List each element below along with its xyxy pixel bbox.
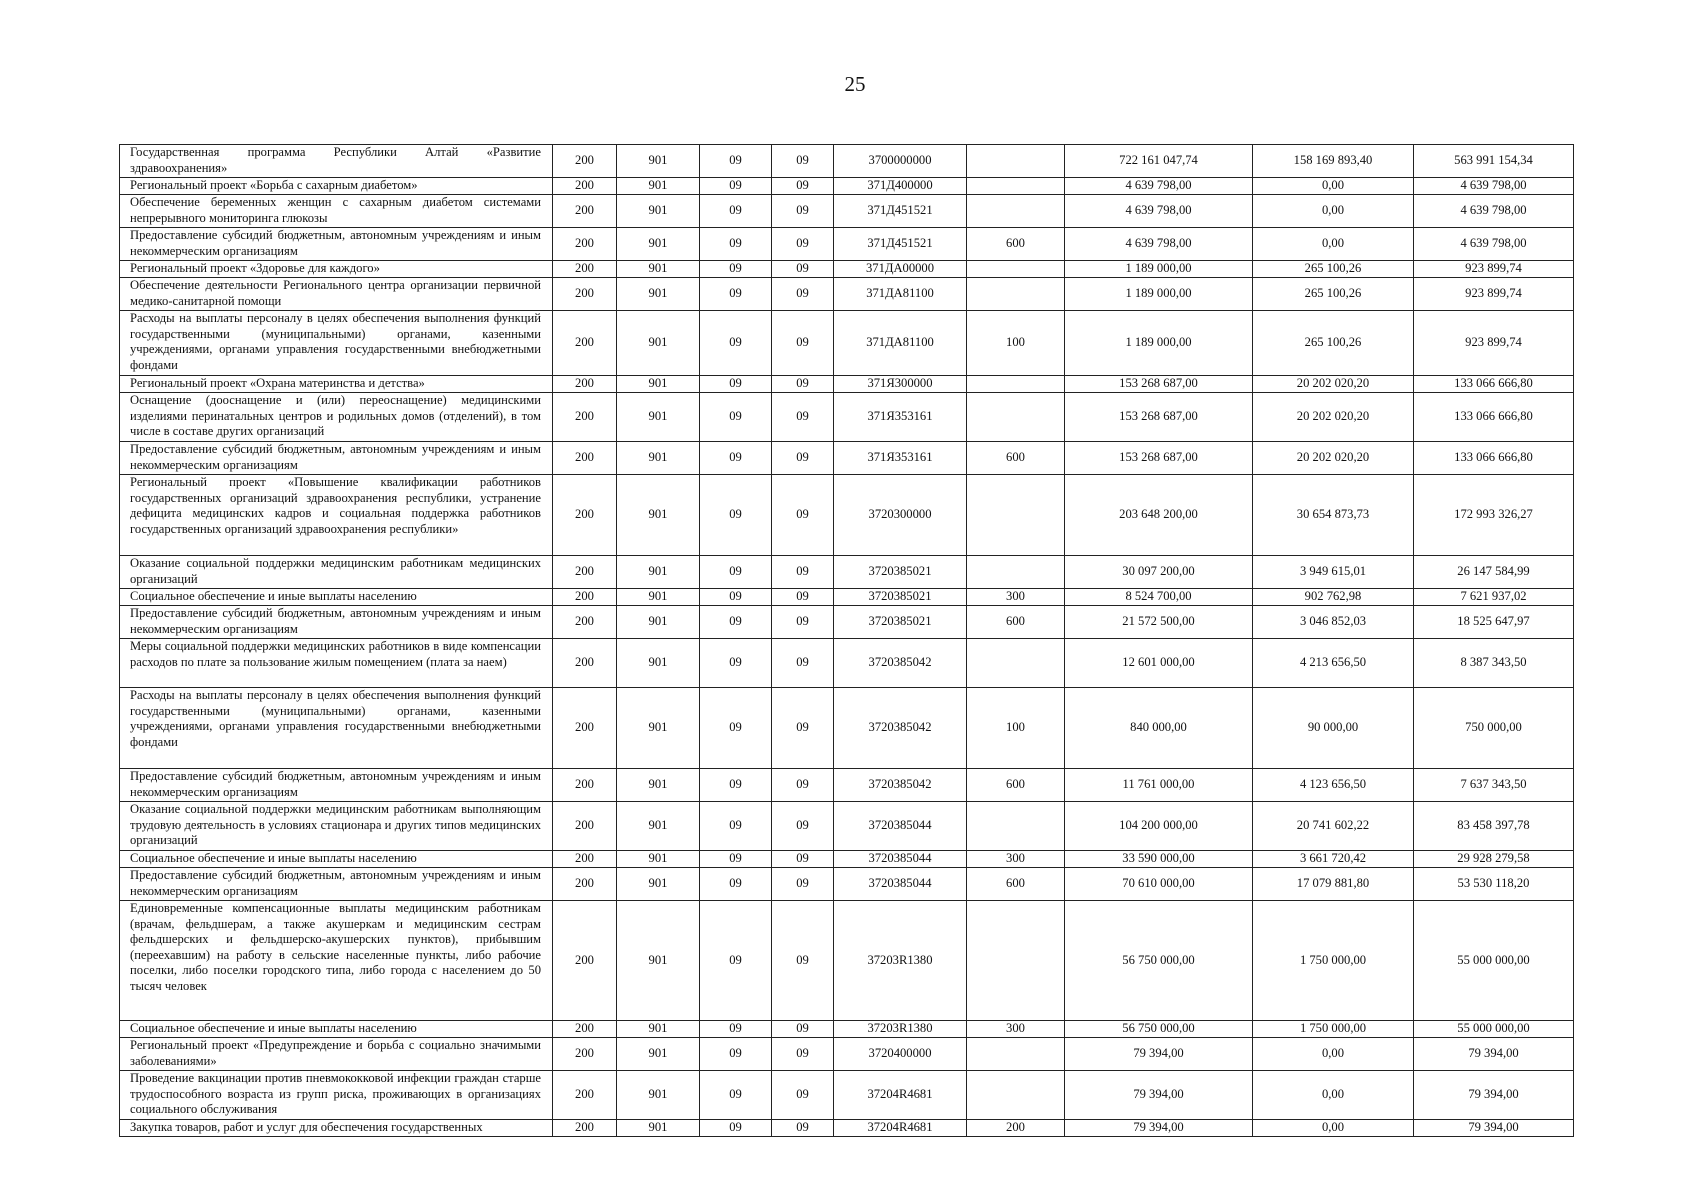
table-cell-subsection: 09 — [772, 606, 834, 639]
table-cell-expense-type: 300 — [967, 851, 1065, 868]
table-cell-amount-plan: 153 268 687,00 — [1065, 442, 1253, 475]
page-number: 25 — [844, 72, 866, 96]
table-cell-ministry-code: 200 — [553, 228, 617, 261]
table-cell-ministry-code: 200 — [553, 556, 617, 589]
table-cell-subsection: 09 — [772, 311, 834, 376]
table-cell-grbs-code: 901 — [617, 688, 700, 769]
table-cell-amount-executed: 4 213 656,50 — [1253, 639, 1414, 688]
table-cell-section: 09 — [700, 261, 772, 278]
table-cell-grbs-code: 901 — [617, 901, 700, 1021]
table-cell-target-article: 371ДА00000 — [834, 261, 967, 278]
table-cell-amount-plan: 4 639 798,00 — [1065, 195, 1253, 228]
table-cell-name: Социальное обеспечение и иные выплаты населению — [120, 589, 553, 606]
table-cell-ministry-code: 200 — [553, 1021, 617, 1038]
table-cell-target-article: 37204R4681 — [834, 1120, 967, 1137]
table-cell-amount-plan: 4 639 798,00 — [1065, 228, 1253, 261]
table-cell-amount-plan: 21 572 500,00 — [1065, 606, 1253, 639]
table-cell-target-article: 3720300000 — [834, 475, 967, 556]
table-cell-subsection: 09 — [772, 589, 834, 606]
table-cell-ministry-code: 200 — [553, 1038, 617, 1071]
table-cell-amount-executed: 30 654 873,73 — [1253, 475, 1414, 556]
table-cell-name: Предоставление субсидий бюджетным, автономным учреждениям и иным некоммерческим организациям — [120, 769, 553, 802]
table-cell-ministry-code: 200 — [553, 589, 617, 606]
table-cell-amount-executed: 3 661 720,42 — [1253, 851, 1414, 868]
table-cell-name: Расходы на выплаты персоналу в целях обеспечения выполнения функций государственными (муниципальными) органами, казенными учреждениями, органами управления государственными внебюджетными фондами — [120, 688, 553, 769]
table-cell-grbs-code: 901 — [617, 556, 700, 589]
table-cell-grbs-code: 901 — [617, 178, 700, 195]
table-cell-expense-type: 600 — [967, 606, 1065, 639]
table-cell-amount-plan: 11 761 000,00 — [1065, 769, 1253, 802]
table-cell-ministry-code: 200 — [553, 851, 617, 868]
table-cell-amount-plan: 104 200 000,00 — [1065, 802, 1253, 851]
table-row — [120, 376, 1574, 393]
table-cell-section: 09 — [700, 228, 772, 261]
table-cell-expense-type: 100 — [967, 688, 1065, 769]
table-cell-target-article: 37204R4681 — [834, 1071, 967, 1120]
table-cell-target-article: 3720385021 — [834, 589, 967, 606]
table-cell-amount-remaining: 29 928 279,58 — [1414, 851, 1574, 868]
table-cell-name: Оказание социальной поддержки медицинским работникам выполняющим трудовую деятельность в условиях стационара и других типов медицинских организаций — [120, 802, 553, 851]
table-cell-subsection: 09 — [772, 228, 834, 261]
table-cell-target-article: 3720400000 — [834, 1038, 967, 1071]
table-cell-section: 09 — [700, 688, 772, 769]
table-cell-grbs-code: 901 — [617, 145, 700, 178]
table-cell-name: Единовременные компенсационные выплаты медицинским работникам (врачам, фельдшерам, а также акушеркам и медицинским сестрам фельдшерских и фельдшерско-акушерских пунктов), прибывшим (переехавшим) на работу в сельские населенные пункты, либо рабочие поселки, либо поселки городского типа, либо города с населением до 50 тысяч человек — [120, 901, 553, 1021]
table-cell-expense-type — [967, 261, 1065, 278]
table-cell-amount-executed: 902 762,98 — [1253, 589, 1414, 606]
table-cell-amount-remaining: 79 394,00 — [1414, 1120, 1574, 1137]
table-cell-ministry-code: 200 — [553, 1120, 617, 1137]
table-cell-amount-remaining: 923 899,74 — [1414, 311, 1574, 376]
table-cell-grbs-code: 901 — [617, 376, 700, 393]
table-cell-amount-executed: 20 202 020,20 — [1253, 376, 1414, 393]
table-cell-section: 09 — [700, 393, 772, 442]
table-cell-name: Закупка товаров, работ и услуг для обеспечения государственных — [120, 1120, 553, 1137]
table-row — [120, 688, 1574, 769]
table-cell-section: 09 — [700, 278, 772, 311]
table-cell-target-article: 3720385044 — [834, 868, 967, 901]
table-cell-amount-executed: 1 750 000,00 — [1253, 901, 1414, 1021]
table-cell-amount-executed: 0,00 — [1253, 1038, 1414, 1071]
table-cell-target-article: 3720385021 — [834, 606, 967, 639]
table-cell-section: 09 — [700, 178, 772, 195]
table-cell-target-article: 371Д451521 — [834, 228, 967, 261]
table-cell-subsection: 09 — [772, 868, 834, 901]
table-cell-name: Предоставление субсидий бюджетным, автономным учреждениям и иным некоммерческим организациям — [120, 868, 553, 901]
table-cell-amount-executed: 0,00 — [1253, 228, 1414, 261]
table-cell-amount-remaining: 83 458 397,78 — [1414, 802, 1574, 851]
table-cell-grbs-code: 901 — [617, 393, 700, 442]
table-row — [120, 606, 1574, 639]
table-cell-amount-plan: 79 394,00 — [1065, 1038, 1253, 1071]
table-cell-name: Оснащение (дооснащение и (или) переоснащение) медицинскими изделиями перинатальных центров и родильных домов (отделений), в том числе в составе других организаций — [120, 393, 553, 442]
table-cell-name: Предоставление субсидий бюджетным, автономным учреждениям и иным некоммерческим организациям — [120, 442, 553, 475]
table-cell-amount-plan: 722 161 047,74 — [1065, 145, 1253, 178]
table-cell-expense-type — [967, 178, 1065, 195]
table-cell-section: 09 — [700, 1021, 772, 1038]
table-cell-grbs-code: 901 — [617, 851, 700, 868]
table-cell-ministry-code: 200 — [553, 1071, 617, 1120]
table-cell-section: 09 — [700, 1071, 772, 1120]
table-cell-ministry-code: 200 — [553, 442, 617, 475]
table-cell-section: 09 — [700, 195, 772, 228]
table-cell-expense-type — [967, 901, 1065, 1021]
table-cell-target-article: 371Д400000 — [834, 178, 967, 195]
budget-table-body — [120, 145, 1574, 1137]
table-cell-amount-executed: 0,00 — [1253, 1120, 1414, 1137]
table-row — [120, 475, 1574, 556]
table-cell-expense-type — [967, 639, 1065, 688]
table-cell-section: 09 — [700, 376, 772, 393]
table-cell-section: 09 — [700, 802, 772, 851]
table-cell-grbs-code: 901 — [617, 769, 700, 802]
table-cell-section: 09 — [700, 1038, 772, 1071]
table-cell-expense-type: 300 — [967, 589, 1065, 606]
table-cell-subsection: 09 — [772, 802, 834, 851]
table-cell-subsection: 09 — [772, 475, 834, 556]
table-cell-amount-plan: 840 000,00 — [1065, 688, 1253, 769]
table-cell-amount-plan: 1 189 000,00 — [1065, 278, 1253, 311]
table-cell-expense-type — [967, 393, 1065, 442]
table-cell-ministry-code: 200 — [553, 606, 617, 639]
table-cell-amount-remaining: 172 993 326,27 — [1414, 475, 1574, 556]
table-row — [120, 556, 1574, 589]
table-cell-grbs-code: 901 — [617, 228, 700, 261]
table-cell-name: Проведение вакцинации против пневмококковой инфекции граждан старше трудоспособного возраста из групп риска, проживающих в организациях социального обслуживания — [120, 1071, 553, 1120]
table-cell-amount-remaining: 18 525 647,97 — [1414, 606, 1574, 639]
table-cell-ministry-code: 200 — [553, 475, 617, 556]
table-cell-name: Региональный проект «Здоровье для каждого» — [120, 261, 553, 278]
table-cell-subsection: 09 — [772, 688, 834, 769]
table-cell-section: 09 — [700, 145, 772, 178]
table-cell-expense-type — [967, 1071, 1065, 1120]
table-cell-expense-type: 600 — [967, 228, 1065, 261]
table-cell-section: 09 — [700, 769, 772, 802]
table-cell-section: 09 — [700, 868, 772, 901]
table-cell-amount-executed: 20 741 602,22 — [1253, 802, 1414, 851]
table-cell-grbs-code: 901 — [617, 1021, 700, 1038]
table-cell-section: 09 — [700, 475, 772, 556]
table-cell-name: Социальное обеспечение и иные выплаты населению — [120, 1021, 553, 1038]
table-cell-target-article: 3720385042 — [834, 639, 967, 688]
table-cell-name: Региональный проект «Повышение квалификации работников государственных организаций здравоохранения республики, устранение дефицита медицинских кадров и социальная поддержка работников государственных организаций здравоохранения республики» — [120, 475, 553, 556]
table-cell-grbs-code: 901 — [617, 868, 700, 901]
table-cell-ministry-code: 200 — [553, 393, 617, 442]
table-cell-amount-plan: 56 750 000,00 — [1065, 1021, 1253, 1038]
table-cell-amount-plan: 1 189 000,00 — [1065, 261, 1253, 278]
table-cell-name: Обеспечение беременных женщин с сахарным диабетом системами непрерывного мониторинга глюкозы — [120, 195, 553, 228]
table-row — [120, 228, 1574, 261]
table-cell-section: 09 — [700, 901, 772, 1021]
table-cell-subsection: 09 — [772, 639, 834, 688]
table-cell-subsection: 09 — [772, 769, 834, 802]
table-cell-name: Региональный проект «Предупреждение и борьба с социально значимыми заболеваниями» — [120, 1038, 553, 1071]
table-cell-ministry-code: 200 — [553, 376, 617, 393]
table-cell-section: 09 — [700, 311, 772, 376]
table-cell-name: Предоставление субсидий бюджетным, автономным учреждениям и иным некоммерческим организациям — [120, 606, 553, 639]
table-cell-ministry-code: 200 — [553, 802, 617, 851]
table-cell-amount-remaining: 750 000,00 — [1414, 688, 1574, 769]
table-cell-amount-executed: 265 100,26 — [1253, 311, 1414, 376]
table-cell-grbs-code: 901 — [617, 606, 700, 639]
table-cell-subsection: 09 — [772, 178, 834, 195]
table-row — [120, 901, 1574, 1021]
table-row — [120, 1038, 1574, 1071]
table-cell-expense-type — [967, 278, 1065, 311]
table-cell-target-article: 371Д451521 — [834, 195, 967, 228]
table-cell-amount-executed: 3 046 852,03 — [1253, 606, 1414, 639]
table-cell-section: 09 — [700, 589, 772, 606]
table-cell-subsection: 09 — [772, 442, 834, 475]
table-row — [120, 393, 1574, 442]
table-cell-name: Социальное обеспечение и иные выплаты населению — [120, 851, 553, 868]
table-cell-subsection: 09 — [772, 851, 834, 868]
table-cell-target-article: 371Я353161 — [834, 393, 967, 442]
table-cell-expense-type: 200 — [967, 1120, 1065, 1137]
table-cell-subsection: 09 — [772, 1120, 834, 1137]
table-cell-target-article: 37203R1380 — [834, 901, 967, 1021]
table-cell-subsection: 09 — [772, 556, 834, 589]
table-cell-expense-type — [967, 1038, 1065, 1071]
table-cell-amount-executed: 17 079 881,80 — [1253, 868, 1414, 901]
table-cell-expense-type: 300 — [967, 1021, 1065, 1038]
table-cell-amount-plan: 30 097 200,00 — [1065, 556, 1253, 589]
table-cell-target-article: 3720385021 — [834, 556, 967, 589]
table-cell-subsection: 09 — [772, 901, 834, 1021]
table-cell-amount-remaining: 133 066 666,80 — [1414, 442, 1574, 475]
table-cell-amount-executed: 265 100,26 — [1253, 261, 1414, 278]
table-cell-amount-plan: 56 750 000,00 — [1065, 901, 1253, 1021]
table-cell-grbs-code: 901 — [617, 195, 700, 228]
table-cell-amount-executed: 20 202 020,20 — [1253, 442, 1414, 475]
table-cell-subsection: 09 — [772, 1071, 834, 1120]
table-cell-amount-plan: 8 524 700,00 — [1065, 589, 1253, 606]
table-cell-expense-type: 600 — [967, 769, 1065, 802]
table-cell-grbs-code: 901 — [617, 802, 700, 851]
table-cell-amount-remaining: 55 000 000,00 — [1414, 1021, 1574, 1038]
table-cell-amount-plan: 203 648 200,00 — [1065, 475, 1253, 556]
table-cell-grbs-code: 901 — [617, 589, 700, 606]
table-cell-amount-remaining: 8 387 343,50 — [1414, 639, 1574, 688]
table-cell-amount-remaining: 79 394,00 — [1414, 1038, 1574, 1071]
table-cell-amount-remaining: 4 639 798,00 — [1414, 228, 1574, 261]
table-cell-name: Оказание социальной поддержки медицинским работникам медицинских организаций — [120, 556, 553, 589]
table-cell-section: 09 — [700, 442, 772, 475]
table-cell-name: Региональный проект «Охрана материнства и детства» — [120, 376, 553, 393]
table-row — [120, 589, 1574, 606]
table-cell-name: Региональный проект «Борьба с сахарным диабетом» — [120, 178, 553, 195]
table-row — [120, 868, 1574, 901]
table-cell-amount-remaining: 923 899,74 — [1414, 261, 1574, 278]
table-cell-ministry-code: 200 — [553, 311, 617, 376]
table-cell-amount-remaining: 133 066 666,80 — [1414, 376, 1574, 393]
table-cell-amount-executed: 90 000,00 — [1253, 688, 1414, 769]
table-cell-expense-type: 100 — [967, 311, 1065, 376]
table-cell-target-article: 3700000000 — [834, 145, 967, 178]
table-cell-amount-plan: 33 590 000,00 — [1065, 851, 1253, 868]
budget-table — [119, 144, 1574, 1137]
table-cell-subsection: 09 — [772, 393, 834, 442]
table-cell-expense-type: 600 — [967, 868, 1065, 901]
table-row — [120, 769, 1574, 802]
table-cell-amount-remaining: 53 530 118,20 — [1414, 868, 1574, 901]
table-cell-subsection: 09 — [772, 376, 834, 393]
table-row — [120, 802, 1574, 851]
table-cell-amount-plan: 153 268 687,00 — [1065, 393, 1253, 442]
table-cell-target-article: 371ДА81100 — [834, 278, 967, 311]
table-cell-expense-type: 600 — [967, 442, 1065, 475]
table-cell-amount-plan: 12 601 000,00 — [1065, 639, 1253, 688]
table-cell-amount-plan: 1 189 000,00 — [1065, 311, 1253, 376]
table-cell-amount-executed: 1 750 000,00 — [1253, 1021, 1414, 1038]
table-row — [120, 1120, 1574, 1137]
table-row — [120, 145, 1574, 178]
table-cell-amount-plan: 70 610 000,00 — [1065, 868, 1253, 901]
table-cell-ministry-code: 200 — [553, 261, 617, 278]
table-cell-grbs-code: 901 — [617, 639, 700, 688]
table-cell-name: Расходы на выплаты персоналу в целях обеспечения выполнения функций государственными (муниципальными) органами, казенными учреждениями, органами управления государственными внебюджетными фондами — [120, 311, 553, 376]
table-row — [120, 195, 1574, 228]
table-cell-grbs-code: 901 — [617, 1120, 700, 1137]
table-cell-grbs-code: 901 — [617, 311, 700, 376]
table-cell-grbs-code: 901 — [617, 475, 700, 556]
table-row — [120, 442, 1574, 475]
table-cell-grbs-code: 901 — [617, 278, 700, 311]
table-cell-section: 09 — [700, 556, 772, 589]
table-cell-expense-type — [967, 556, 1065, 589]
table-row — [120, 1071, 1574, 1120]
table-cell-amount-remaining: 26 147 584,99 — [1414, 556, 1574, 589]
table-cell-amount-remaining: 7 637 343,50 — [1414, 769, 1574, 802]
table-cell-amount-remaining: 55 000 000,00 — [1414, 901, 1574, 1021]
table-cell-subsection: 09 — [772, 1021, 834, 1038]
table-row — [120, 278, 1574, 311]
table-cell-amount-remaining: 79 394,00 — [1414, 1071, 1574, 1120]
table-cell-expense-type — [967, 195, 1065, 228]
table-cell-amount-executed: 158 169 893,40 — [1253, 145, 1414, 178]
table-cell-name: Предоставление субсидий бюджетным, автономным учреждениям и иным некоммерческим организациям — [120, 228, 553, 261]
table-cell-section: 09 — [700, 639, 772, 688]
table-cell-expense-type — [967, 475, 1065, 556]
table-cell-amount-remaining: 7 621 937,02 — [1414, 589, 1574, 606]
table-cell-target-article: 3720385042 — [834, 769, 967, 802]
table-cell-target-article: 371Я353161 — [834, 442, 967, 475]
table-cell-amount-executed: 265 100,26 — [1253, 278, 1414, 311]
table-cell-subsection: 09 — [772, 278, 834, 311]
table-cell-ministry-code: 200 — [553, 278, 617, 311]
table-cell-amount-executed: 20 202 020,20 — [1253, 393, 1414, 442]
table-cell-section: 09 — [700, 851, 772, 868]
table-cell-ministry-code: 200 — [553, 901, 617, 1021]
table-cell-amount-remaining: 563 991 154,34 — [1414, 145, 1574, 178]
table-cell-subsection: 09 — [772, 1038, 834, 1071]
table-cell-name: Меры социальной поддержки медицинских работников в виде компенсации расходов по плате за пользование жилым помещением (плата за наем) — [120, 639, 553, 688]
table-cell-grbs-code: 901 — [617, 1071, 700, 1120]
table-cell-ministry-code: 200 — [553, 639, 617, 688]
table-cell-grbs-code: 901 — [617, 1038, 700, 1071]
table-cell-amount-executed: 0,00 — [1253, 195, 1414, 228]
table-cell-target-article: 3720385044 — [834, 851, 967, 868]
table-cell-target-article: 3720385044 — [834, 802, 967, 851]
table-cell-amount-plan: 153 268 687,00 — [1065, 376, 1253, 393]
table-cell-amount-executed: 4 123 656,50 — [1253, 769, 1414, 802]
table-row — [120, 178, 1574, 195]
table-cell-ministry-code: 200 — [553, 145, 617, 178]
table-cell-ministry-code: 200 — [553, 769, 617, 802]
table-cell-target-article: 37203R1380 — [834, 1021, 967, 1038]
table-cell-name: Обеспечение деятельности Регионального центра организации первичной медико-санитарной помощи — [120, 278, 553, 311]
table-cell-amount-executed: 3 949 615,01 — [1253, 556, 1414, 589]
table-cell-amount-plan: 4 639 798,00 — [1065, 178, 1253, 195]
table-cell-grbs-code: 901 — [617, 261, 700, 278]
table-cell-amount-executed: 0,00 — [1253, 1071, 1414, 1120]
table-row — [120, 851, 1574, 868]
table-cell-section: 09 — [700, 606, 772, 639]
table-cell-amount-remaining: 923 899,74 — [1414, 278, 1574, 311]
table-cell-target-article: 3720385042 — [834, 688, 967, 769]
table-cell-grbs-code: 901 — [617, 442, 700, 475]
table-cell-ministry-code: 200 — [553, 868, 617, 901]
table-row — [120, 311, 1574, 376]
table-row — [120, 1021, 1574, 1038]
table-cell-expense-type — [967, 145, 1065, 178]
table-cell-amount-executed: 0,00 — [1253, 178, 1414, 195]
table-cell-amount-remaining: 4 639 798,00 — [1414, 178, 1574, 195]
table-cell-name: Государственная программа Республики Алтай «Развитие здравоохранения» — [120, 145, 553, 178]
table-cell-target-article: 371ДА81100 — [834, 311, 967, 376]
table-cell-subsection: 09 — [772, 145, 834, 178]
table-row — [120, 261, 1574, 278]
table-cell-target-article: 371Я300000 — [834, 376, 967, 393]
table-cell-ministry-code: 200 — [553, 195, 617, 228]
table-cell-subsection: 09 — [772, 195, 834, 228]
table-cell-subsection: 09 — [772, 261, 834, 278]
table-cell-ministry-code: 200 — [553, 688, 617, 769]
table-cell-amount-remaining: 133 066 666,80 — [1414, 393, 1574, 442]
table-cell-expense-type — [967, 376, 1065, 393]
table-cell-amount-remaining: 4 639 798,00 — [1414, 195, 1574, 228]
table-cell-expense-type — [967, 802, 1065, 851]
table-row — [120, 639, 1574, 688]
table-cell-ministry-code: 200 — [553, 178, 617, 195]
table-cell-amount-plan: 79 394,00 — [1065, 1071, 1253, 1120]
table-cell-section: 09 — [700, 1120, 772, 1137]
table-cell-amount-plan: 79 394,00 — [1065, 1120, 1253, 1137]
